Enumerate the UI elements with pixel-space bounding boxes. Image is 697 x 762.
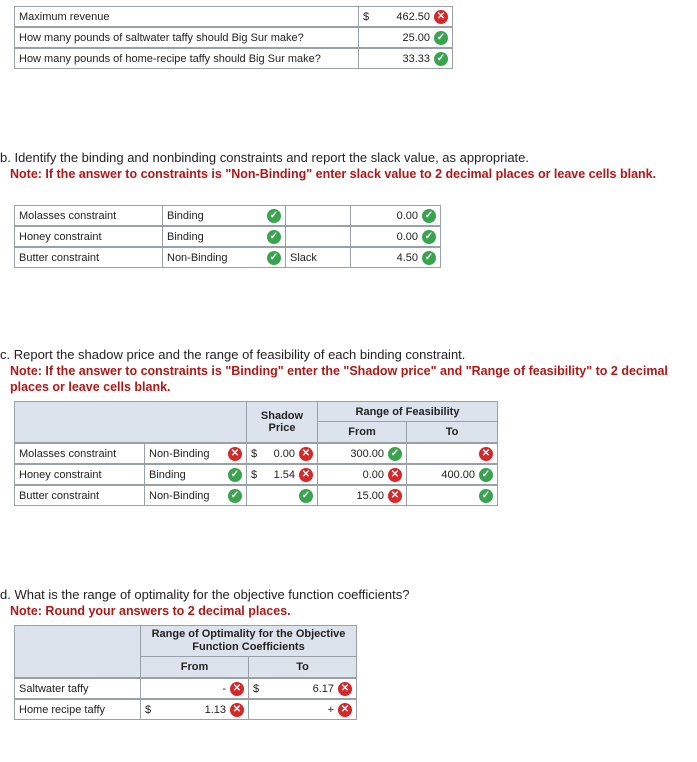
binding-select[interactable] bbox=[162, 247, 286, 268]
label-text: Home recipe taffy bbox=[19, 703, 106, 716]
header-text: To bbox=[296, 661, 309, 673]
answer-value: 0.00 bbox=[396, 209, 418, 222]
answer-value: 6.17 bbox=[312, 682, 334, 695]
incorrect-icon: ✕ bbox=[228, 447, 242, 461]
correct-icon: ✓ bbox=[479, 489, 493, 503]
correct-icon: ✓ bbox=[267, 251, 281, 265]
label-text: Honey constraint bbox=[19, 230, 102, 243]
answer-value: 1.54 bbox=[273, 468, 295, 481]
answer-value: 400.00 bbox=[441, 468, 475, 481]
correct-icon: ✓ bbox=[422, 251, 436, 265]
top-row-label bbox=[14, 6, 359, 27]
header-blank bbox=[14, 401, 247, 443]
label-text: Butter constraint bbox=[19, 251, 100, 264]
correct-icon: ✓ bbox=[388, 447, 402, 461]
header-text: Range of Optimality for the Objective Function Coefficients bbox=[151, 628, 346, 653]
feasibility-to-input[interactable] bbox=[406, 464, 498, 485]
variable-label bbox=[14, 699, 141, 720]
answer-input[interactable] bbox=[358, 6, 453, 27]
currency-symbol: $ bbox=[253, 682, 260, 695]
correct-icon: ✓ bbox=[422, 209, 436, 223]
feasibility-from-input[interactable] bbox=[317, 485, 407, 506]
optimality-to-input[interactable] bbox=[248, 678, 357, 699]
note-d: Note: Round your answers to 2 decimal places. bbox=[10, 604, 291, 618]
incorrect-icon: ✕ bbox=[299, 468, 313, 482]
shadow-price-input[interactable] bbox=[246, 464, 318, 485]
slack-label: Slack bbox=[290, 251, 317, 264]
select-value: Non-Binding bbox=[149, 447, 210, 460]
binding-select[interactable] bbox=[162, 205, 286, 226]
note-c: Note: If the answer to constraints is "Binding" enter the "Shadow price" and "Range of feasibility" to 2 decimal places or leave cells blank. bbox=[10, 364, 668, 394]
header-from bbox=[317, 421, 407, 443]
constraint-label bbox=[14, 247, 163, 268]
incorrect-icon: ✕ bbox=[230, 682, 244, 696]
header-text: From bbox=[180, 661, 209, 673]
constraint-label bbox=[14, 205, 163, 226]
incorrect-icon: ✕ bbox=[479, 447, 493, 461]
header-text: Shadow Price bbox=[260, 410, 304, 434]
correct-icon: ✓ bbox=[434, 52, 448, 66]
note-b: Note: If the answer to constraints is "Non-Binding" enter slack value to 2 decimal places or leave cells blank. bbox=[10, 167, 657, 181]
variable-label bbox=[14, 678, 141, 699]
incorrect-icon: ✕ bbox=[299, 447, 313, 461]
header-to bbox=[248, 656, 357, 678]
header-blank bbox=[14, 625, 141, 678]
optimality-from-input[interactable] bbox=[140, 678, 249, 699]
feasibility-from-input[interactable] bbox=[317, 443, 407, 464]
label-text: How many pounds of saltwater taffy should Big Sur make? bbox=[19, 31, 304, 44]
label-text: How many pounds of home-recipe taffy should Big Sur make? bbox=[19, 52, 321, 65]
correct-icon: ✓ bbox=[299, 489, 313, 503]
select-value: Binding bbox=[149, 468, 186, 481]
optimality-from-input[interactable] bbox=[140, 699, 249, 720]
question-c: c. Report the shadow price and the range of feasibility of each binding constraint. bbox=[0, 347, 466, 362]
question-b: b. Identify the binding and nonbinding constraints and report the slack value, as appropriate. bbox=[0, 150, 530, 165]
incorrect-icon: ✕ bbox=[434, 10, 448, 24]
correct-icon: ✓ bbox=[422, 230, 436, 244]
label-text: Butter constraint bbox=[19, 489, 100, 502]
answer-value: 1.13 bbox=[204, 703, 226, 716]
answer-input[interactable] bbox=[358, 48, 453, 69]
binding-select[interactable] bbox=[144, 443, 247, 464]
constraint-label bbox=[14, 443, 145, 464]
header-text: To bbox=[445, 426, 459, 438]
select-value: Binding bbox=[167, 230, 204, 243]
correct-icon: ✓ bbox=[267, 209, 281, 223]
currency-symbol: $ bbox=[251, 468, 258, 481]
answer-value: 0.00 bbox=[396, 230, 418, 243]
select-value: Binding bbox=[167, 209, 204, 222]
answer-value: 462.50 bbox=[396, 10, 430, 23]
answer-value: 300.00 bbox=[350, 447, 384, 460]
incorrect-icon: ✕ bbox=[388, 468, 402, 482]
correct-icon: ✓ bbox=[479, 468, 493, 482]
shadow-price-input[interactable] bbox=[246, 485, 318, 506]
label-text: Molasses constraint bbox=[19, 209, 117, 222]
slack-input[interactable] bbox=[350, 247, 441, 268]
correct-icon: ✓ bbox=[228, 489, 242, 503]
slack-input[interactable] bbox=[350, 226, 441, 247]
currency-symbol: $ bbox=[145, 703, 152, 716]
binding-select[interactable] bbox=[144, 485, 247, 506]
slack-input[interactable] bbox=[350, 205, 441, 226]
currency-symbol: $ bbox=[251, 447, 258, 460]
feasibility-to-input[interactable] bbox=[406, 443, 498, 464]
header-shadow-price bbox=[246, 401, 318, 443]
select-value: Non-Binding bbox=[167, 251, 228, 264]
correct-icon: ✓ bbox=[267, 230, 281, 244]
answer-value: 33.33 bbox=[402, 52, 430, 65]
constraint-label bbox=[14, 226, 163, 247]
incorrect-icon: ✕ bbox=[388, 489, 402, 503]
header-range-optimality bbox=[140, 625, 357, 657]
feasibility-to-input[interactable] bbox=[406, 485, 498, 506]
answer-value: + bbox=[327, 703, 334, 716]
slack-label-cell bbox=[285, 247, 351, 268]
header-range-feasibility bbox=[317, 401, 498, 422]
label-text: Maximum revenue bbox=[19, 10, 110, 23]
slack-label-cell bbox=[285, 205, 351, 226]
header-to bbox=[406, 421, 498, 443]
incorrect-icon: ✕ bbox=[338, 703, 352, 717]
header-text: From bbox=[348, 426, 376, 438]
top-row-label bbox=[14, 48, 359, 69]
header-text: Range of Feasibility bbox=[355, 405, 460, 418]
correct-icon: ✓ bbox=[434, 31, 448, 45]
incorrect-icon: ✕ bbox=[338, 682, 352, 696]
binding-select[interactable] bbox=[162, 226, 286, 247]
answer-input[interactable] bbox=[358, 27, 453, 48]
constraint-label bbox=[14, 464, 145, 485]
answer-value: 0.00 bbox=[362, 468, 384, 481]
top-row-label bbox=[14, 27, 359, 48]
feasibility-from-input[interactable] bbox=[317, 464, 407, 485]
answer-value: 15.00 bbox=[356, 489, 384, 502]
label-text: Molasses constraint bbox=[19, 447, 117, 460]
incorrect-icon: ✕ bbox=[230, 703, 244, 717]
question-d: d. What is the range of optimality for the objective function coefficients? bbox=[0, 587, 410, 602]
label-text: Saltwater taffy bbox=[19, 682, 89, 695]
binding-select[interactable] bbox=[144, 464, 247, 485]
label-text: Honey constraint bbox=[19, 468, 102, 481]
header-from bbox=[140, 656, 249, 678]
answer-value: 4.50 bbox=[396, 251, 418, 264]
shadow-price-input[interactable] bbox=[246, 443, 318, 464]
answer-value: 0.00 bbox=[273, 447, 295, 460]
constraint-label bbox=[14, 485, 145, 506]
correct-icon: ✓ bbox=[228, 468, 242, 482]
answer-value: - bbox=[222, 682, 226, 695]
optimality-to-input[interactable] bbox=[248, 699, 357, 720]
currency-symbol: $ bbox=[363, 10, 370, 23]
slack-label-cell bbox=[285, 226, 351, 247]
answer-value: 25.00 bbox=[402, 31, 430, 44]
select-value: Non-Binding bbox=[149, 489, 210, 502]
